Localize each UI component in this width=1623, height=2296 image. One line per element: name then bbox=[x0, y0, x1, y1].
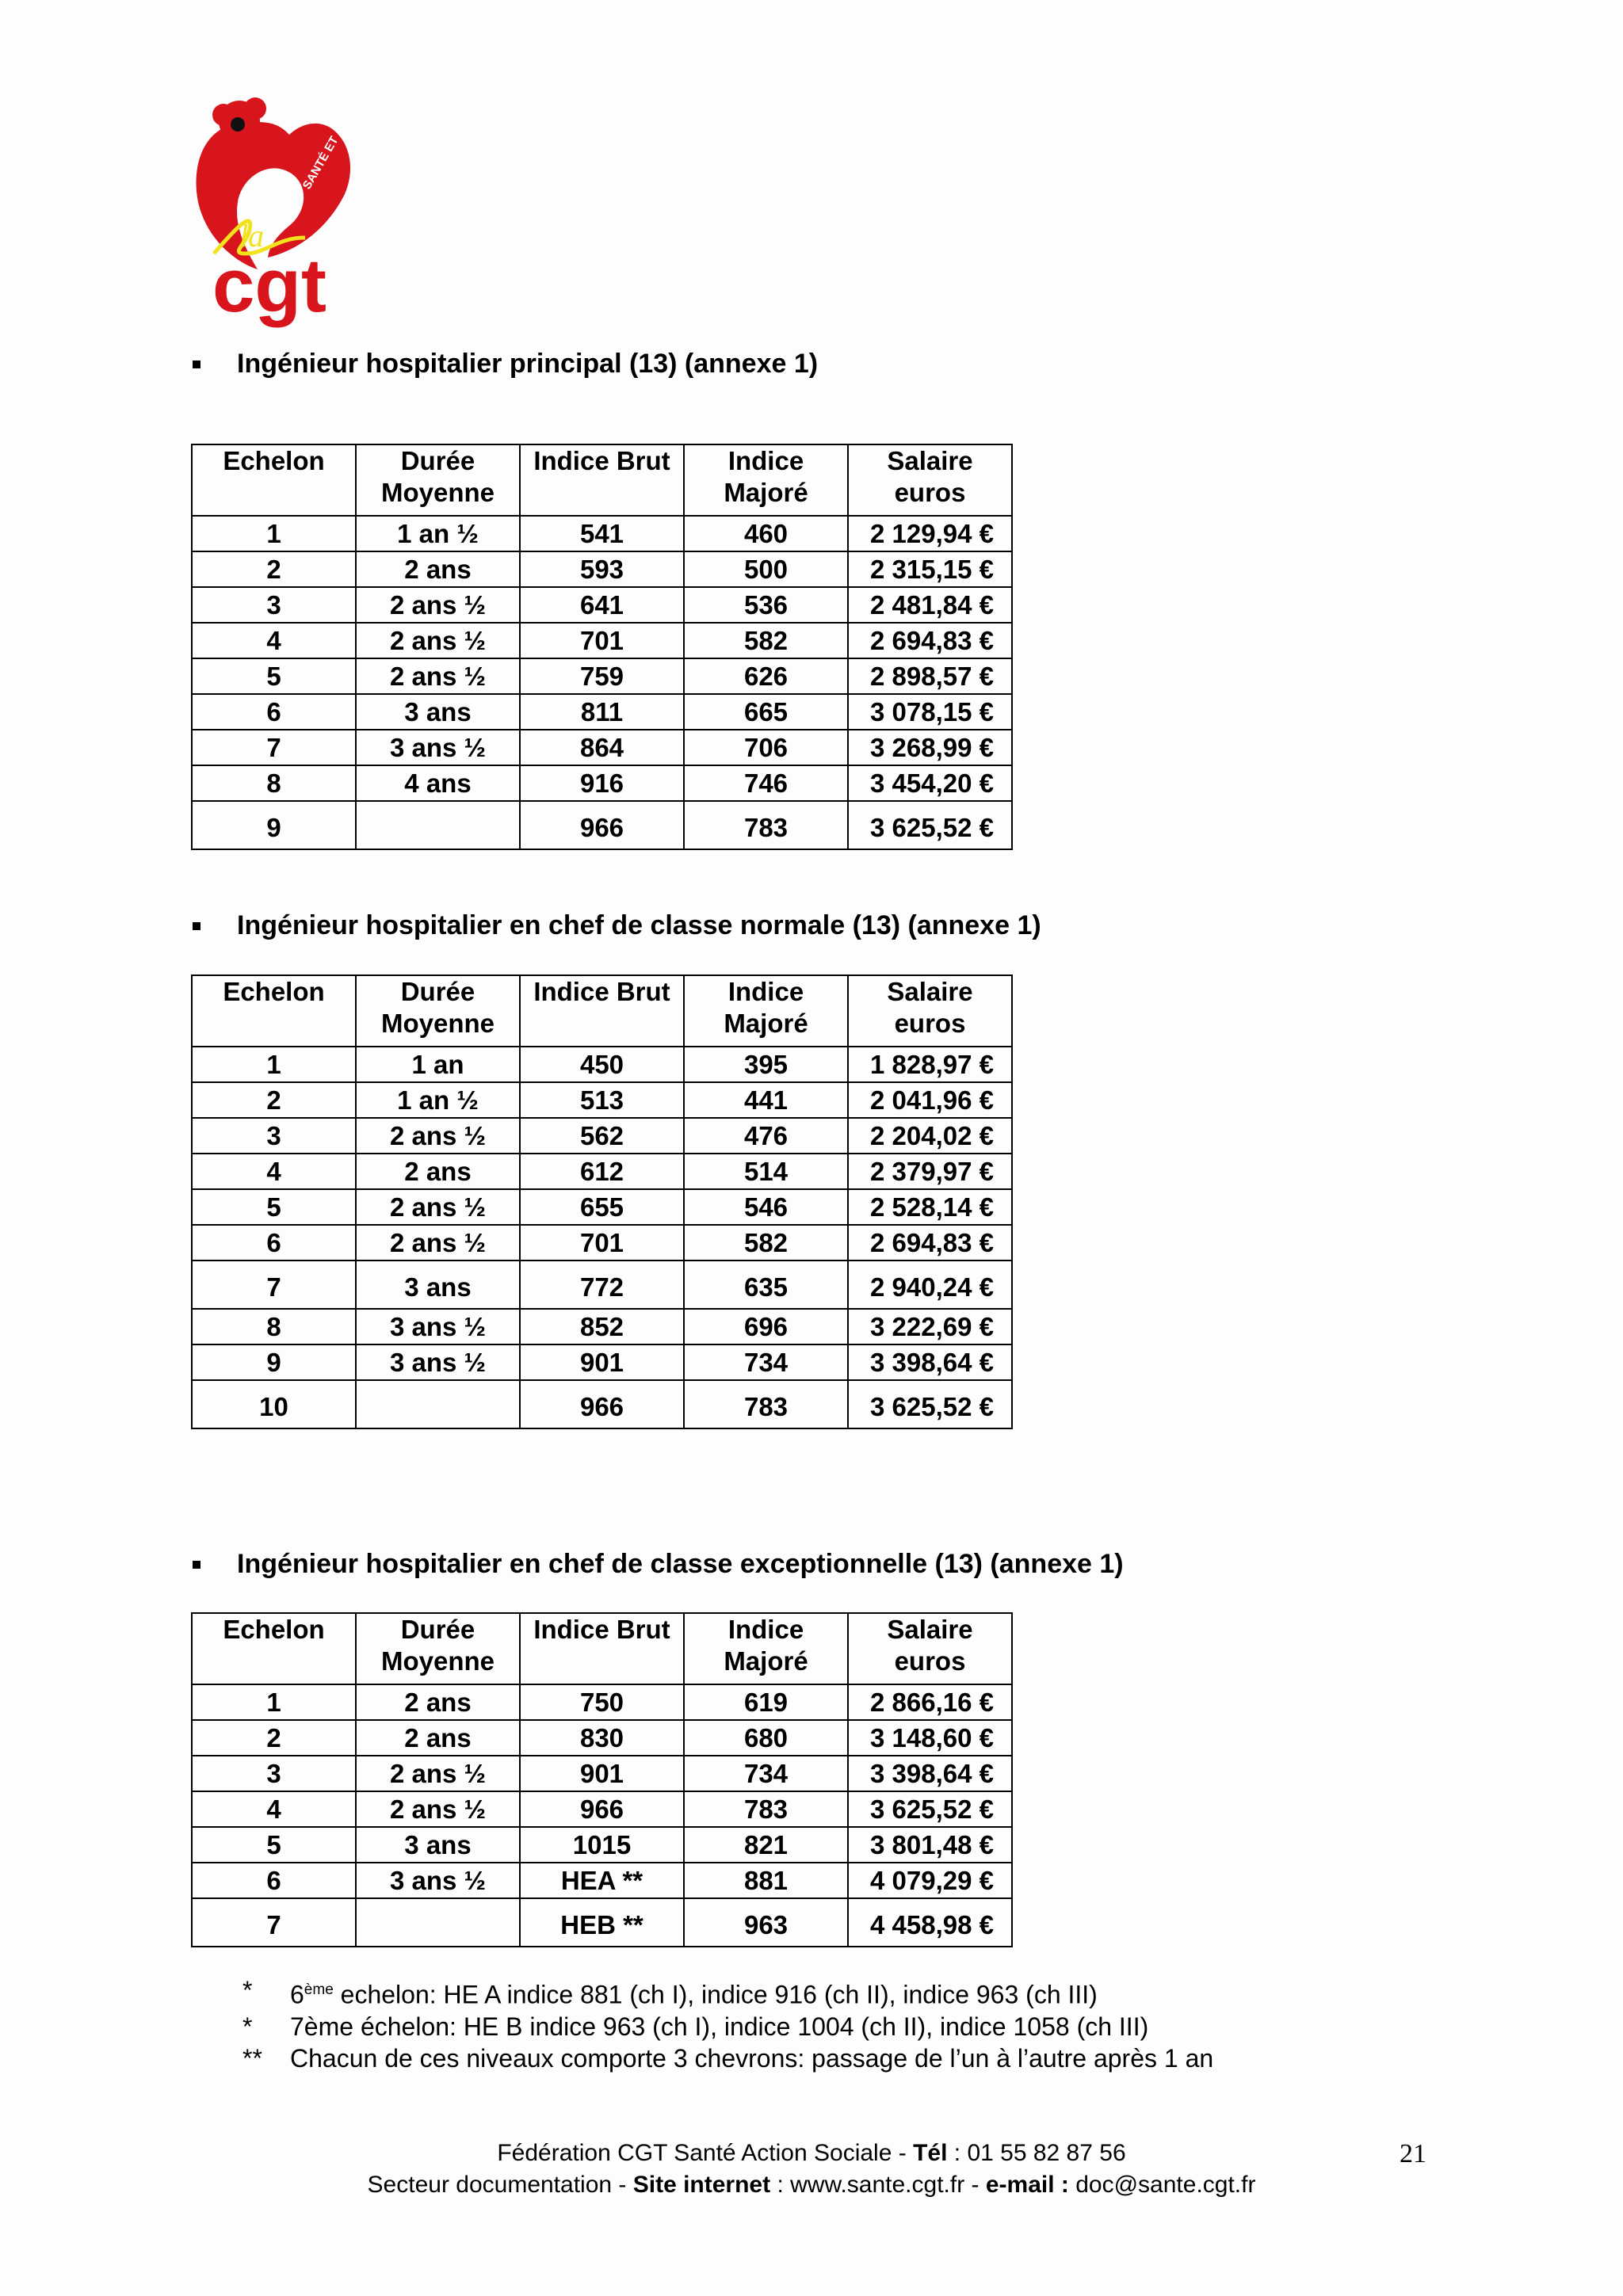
cell-salaire: 2 694,83 € bbox=[848, 1225, 1012, 1261]
cell-indice-brut: 811 bbox=[520, 694, 684, 730]
cell-duree: 2 ans ½ bbox=[356, 1756, 520, 1791]
cell-duree: 2 ans bbox=[356, 1154, 520, 1189]
cell-echelon: 1 bbox=[192, 1684, 356, 1720]
cell-salaire: 3 078,15 € bbox=[848, 694, 1012, 730]
table-row bbox=[192, 1863, 1012, 1898]
svg-text:la: la bbox=[239, 218, 265, 254]
cell-duree: 1 an ½ bbox=[356, 1082, 520, 1118]
cell-salaire: 2 315,15 € bbox=[848, 551, 1012, 587]
cell-indice-brut: 1015 bbox=[520, 1827, 684, 1863]
cell-indice-majore: 582 bbox=[684, 623, 848, 658]
table-row bbox=[192, 1047, 1012, 1082]
table-row bbox=[192, 658, 1012, 694]
cell-indice-brut: 513 bbox=[520, 1082, 684, 1118]
cell-echelon: 6 bbox=[192, 1225, 356, 1261]
cell-duree: 2 ans ½ bbox=[356, 1791, 520, 1827]
bullet-icon bbox=[193, 1561, 200, 1569]
cell-indice-majore: 460 bbox=[684, 516, 848, 551]
cell-indice-majore: 536 bbox=[684, 587, 848, 623]
cell-indice-brut: 901 bbox=[520, 1344, 684, 1380]
cell-salaire: 3 625,52 € bbox=[848, 1380, 1012, 1428]
cell-salaire: 2 866,16 € bbox=[848, 1684, 1012, 1720]
table-row bbox=[192, 1827, 1012, 1863]
cell-indice-majore: 395 bbox=[684, 1047, 848, 1082]
cell-echelon: 6 bbox=[192, 694, 356, 730]
header-indice-majore: Indice Majoré bbox=[684, 444, 848, 516]
table-header-row bbox=[192, 975, 1012, 1047]
cell-indice-majore: 696 bbox=[684, 1309, 848, 1344]
cell-indice-majore: 706 bbox=[684, 730, 848, 765]
cell-echelon: 1 bbox=[192, 516, 356, 551]
table-row bbox=[192, 801, 1012, 849]
cell-echelon: 9 bbox=[192, 801, 356, 849]
cell-indice-majore: 635 bbox=[684, 1261, 848, 1309]
cell-duree: 3 ans ½ bbox=[356, 730, 520, 765]
cell-duree: 2 ans ½ bbox=[356, 623, 520, 658]
cell-indice-majore: 514 bbox=[684, 1154, 848, 1189]
table-row bbox=[192, 765, 1012, 801]
header-echelon: Echelon bbox=[192, 444, 356, 516]
cell-echelon: 2 bbox=[192, 551, 356, 587]
table-row bbox=[192, 1380, 1012, 1428]
cell-salaire: 4 079,29 € bbox=[848, 1863, 1012, 1898]
cell-echelon: 9 bbox=[192, 1344, 356, 1380]
footnote bbox=[242, 2011, 1213, 2042]
cell-indice-brut: 772 bbox=[520, 1261, 684, 1309]
cell-indice-majore: 680 bbox=[684, 1720, 848, 1756]
cell-indice-majore: 441 bbox=[684, 1082, 848, 1118]
header-salaire: Salaire euros bbox=[848, 444, 1012, 516]
salary-table-classe-exceptionnelle bbox=[191, 1612, 1013, 1947]
cell-duree: 2 ans bbox=[356, 1684, 520, 1720]
table-row bbox=[192, 1898, 1012, 1947]
cell-salaire: 2 379,97 € bbox=[848, 1154, 1012, 1189]
cell-indice-brut: 830 bbox=[520, 1720, 684, 1756]
cell-indice-majore: 783 bbox=[684, 801, 848, 849]
cell-indice-brut: HEA ** bbox=[520, 1863, 684, 1898]
cell-duree: 3 ans ½ bbox=[356, 1309, 520, 1344]
header-indice-brut: Indice Brut bbox=[520, 975, 684, 1047]
cell-salaire: 3 398,64 € bbox=[848, 1756, 1012, 1791]
table-header-row bbox=[192, 444, 1012, 516]
cell-indice-majore: 783 bbox=[684, 1380, 848, 1428]
section-title-text: Ingénieur hospitalier en chef de classe normale (13) (annexe 1) bbox=[237, 910, 1041, 940]
footnote-text: 6ème echelon: HE A indice 881 (ch I), indice 916 (ch II), indice 963 (ch III) bbox=[290, 1980, 1098, 2009]
cell-echelon: 5 bbox=[192, 1827, 356, 1863]
table-row bbox=[192, 1225, 1012, 1261]
cell-echelon: 3 bbox=[192, 1118, 356, 1154]
table-row bbox=[192, 1261, 1012, 1309]
header-duree: Durée Moyenne bbox=[356, 444, 520, 516]
table-row bbox=[192, 623, 1012, 658]
header-echelon: Echelon bbox=[192, 1613, 356, 1684]
cell-indice-brut: 593 bbox=[520, 551, 684, 587]
cell-echelon: 8 bbox=[192, 1309, 356, 1344]
cell-indice-majore: 881 bbox=[684, 1863, 848, 1898]
salary-table-principal bbox=[191, 444, 1013, 850]
footnote-mark: ** bbox=[242, 2043, 262, 2073]
cell-indice-brut: 864 bbox=[520, 730, 684, 765]
cell-indice-majore: 783 bbox=[684, 1791, 848, 1827]
cell-salaire: 3 222,69 € bbox=[848, 1309, 1012, 1344]
cell-duree bbox=[356, 1380, 520, 1428]
cell-echelon: 1 bbox=[192, 1047, 356, 1082]
cell-indice-brut: HEB ** bbox=[520, 1898, 684, 1947]
section-title-text: Ingénieur hospitalier en chef de classe exceptionnelle (13) (annexe 1) bbox=[237, 1549, 1124, 1579]
cell-salaire: 2 129,94 € bbox=[848, 516, 1012, 551]
cell-duree bbox=[356, 801, 520, 849]
cell-duree: 4 ans bbox=[356, 765, 520, 801]
cell-salaire: 2 940,24 € bbox=[848, 1261, 1012, 1309]
header-indice-brut: Indice Brut bbox=[520, 1613, 684, 1684]
cell-duree: 3 ans bbox=[356, 694, 520, 730]
cell-indice-brut: 966 bbox=[520, 1791, 684, 1827]
table-header-row bbox=[192, 1613, 1012, 1684]
cell-duree: 2 ans ½ bbox=[356, 587, 520, 623]
cell-echelon: 4 bbox=[192, 623, 356, 658]
table-row bbox=[192, 1344, 1012, 1380]
cell-salaire: 2 204,02 € bbox=[848, 1118, 1012, 1154]
cell-indice-majore: 619 bbox=[684, 1684, 848, 1720]
cell-salaire: 1 828,97 € bbox=[848, 1047, 1012, 1082]
section-title-classe-normale bbox=[193, 910, 1041, 941]
cell-indice-brut: 612 bbox=[520, 1154, 684, 1189]
cell-salaire: 2 898,57 € bbox=[848, 658, 1012, 694]
table-row bbox=[192, 694, 1012, 730]
cell-echelon: 6 bbox=[192, 1863, 356, 1898]
table-row bbox=[192, 1756, 1012, 1791]
cell-indice-majore: 500 bbox=[684, 551, 848, 587]
footer-web-line: Secteur documentation - Site internet : www.sante.cgt.fr - e-mail : doc@sante.cgt.fr bbox=[367, 2172, 1256, 2198]
cell-echelon: 7 bbox=[192, 730, 356, 765]
cell-indice-majore: 746 bbox=[684, 765, 848, 801]
cell-echelon: 4 bbox=[192, 1154, 356, 1189]
cell-salaire: 3 268,99 € bbox=[848, 730, 1012, 765]
table-row bbox=[192, 551, 1012, 587]
table-row bbox=[192, 1720, 1012, 1756]
cell-indice-brut: 916 bbox=[520, 765, 684, 801]
section-title-text: Ingénieur hospitalier principal (13) (annexe 1) bbox=[237, 349, 819, 379]
cgt-logo bbox=[190, 43, 394, 328]
table-row bbox=[192, 1791, 1012, 1827]
header-duree: Durée Moyenne bbox=[356, 1613, 520, 1684]
svg-text:SANTÉ ET ACTION SOCIALE: SANTÉ ET ACTION SOCIALE bbox=[300, 43, 394, 193]
table-row bbox=[192, 1082, 1012, 1118]
cell-echelon: 7 bbox=[192, 1261, 356, 1309]
cell-indice-brut: 966 bbox=[520, 1380, 684, 1428]
cell-indice-brut: 450 bbox=[520, 1047, 684, 1082]
cell-echelon: 7 bbox=[192, 1898, 356, 1947]
cell-indice-majore: 582 bbox=[684, 1225, 848, 1261]
cell-echelon: 3 bbox=[192, 587, 356, 623]
cell-indice-majore: 546 bbox=[684, 1189, 848, 1225]
cell-duree: 2 ans ½ bbox=[356, 1225, 520, 1261]
header-duree: Durée Moyenne bbox=[356, 975, 520, 1047]
cell-echelon: 8 bbox=[192, 765, 356, 801]
cell-duree bbox=[356, 1898, 520, 1947]
bullet-icon bbox=[193, 922, 200, 930]
cell-indice-brut: 701 bbox=[520, 623, 684, 658]
cell-indice-majore: 734 bbox=[684, 1344, 848, 1380]
cell-indice-brut: 562 bbox=[520, 1118, 684, 1154]
cell-indice-brut: 701 bbox=[520, 1225, 684, 1261]
cell-duree: 1 an ½ bbox=[356, 516, 520, 551]
section-title-classe-exceptionnelle bbox=[193, 1549, 1124, 1580]
cell-salaire: 2 041,96 € bbox=[848, 1082, 1012, 1118]
section-title-principal bbox=[193, 349, 818, 379]
cell-echelon: 2 bbox=[192, 1082, 356, 1118]
header-salaire: Salaire euros bbox=[848, 1613, 1012, 1684]
cell-echelon: 5 bbox=[192, 1189, 356, 1225]
cell-indice-brut: 901 bbox=[520, 1756, 684, 1791]
bullet-icon bbox=[193, 360, 200, 368]
cell-salaire: 3 625,52 € bbox=[848, 801, 1012, 849]
cell-salaire: 3 148,60 € bbox=[848, 1720, 1012, 1756]
footnote bbox=[242, 1974, 1213, 2011]
cell-indice-brut: 541 bbox=[520, 516, 684, 551]
header-indice-majore: Indice Majoré bbox=[684, 975, 848, 1047]
footnote bbox=[242, 2042, 1213, 2074]
cell-indice-brut: 852 bbox=[520, 1309, 684, 1344]
cell-indice-brut: 759 bbox=[520, 658, 684, 694]
cell-echelon: 4 bbox=[192, 1791, 356, 1827]
header-indice-brut: Indice Brut bbox=[520, 444, 684, 516]
cell-echelon: 3 bbox=[192, 1756, 356, 1791]
cell-salaire: 2 528,14 € bbox=[848, 1189, 1012, 1225]
cell-echelon: 5 bbox=[192, 658, 356, 694]
table-row bbox=[192, 516, 1012, 551]
cell-duree: 3 ans bbox=[356, 1827, 520, 1863]
footnote-text: 7ème échelon: HE B indice 963 (ch I), indice 1004 (ch II), indice 1058 (ch III) bbox=[290, 2012, 1149, 2041]
cell-indice-brut: 750 bbox=[520, 1684, 684, 1720]
table-row bbox=[192, 1154, 1012, 1189]
table-row bbox=[192, 1684, 1012, 1720]
cell-duree: 3 ans ½ bbox=[356, 1863, 520, 1898]
table-row bbox=[192, 587, 1012, 623]
cell-indice-majore: 476 bbox=[684, 1118, 848, 1154]
cell-salaire: 2 694,83 € bbox=[848, 623, 1012, 658]
cell-duree: 3 ans bbox=[356, 1261, 520, 1309]
page-footer bbox=[0, 2138, 1623, 2201]
cell-duree: 2 ans bbox=[356, 551, 520, 587]
cell-duree: 2 ans ½ bbox=[356, 658, 520, 694]
cell-duree: 2 ans bbox=[356, 1720, 520, 1756]
cell-duree: 1 an bbox=[356, 1047, 520, 1082]
table-row bbox=[192, 1189, 1012, 1225]
header-salaire: Salaire euros bbox=[848, 975, 1012, 1047]
cell-duree: 2 ans ½ bbox=[356, 1189, 520, 1225]
cell-duree: 3 ans ½ bbox=[356, 1344, 520, 1380]
cell-duree: 2 ans ½ bbox=[356, 1118, 520, 1154]
cell-salaire: 2 481,84 € bbox=[848, 587, 1012, 623]
table-row bbox=[192, 1309, 1012, 1344]
cell-indice-brut: 966 bbox=[520, 801, 684, 849]
table-row bbox=[192, 730, 1012, 765]
footnote-text: Chacun de ces niveaux comporte 3 chevrons: passage de l’un à l’autre après 1 an bbox=[290, 2043, 1214, 2073]
footnote-mark: * bbox=[242, 1976, 253, 2004]
cell-indice-majore: 626 bbox=[684, 658, 848, 694]
salary-table-classe-normale bbox=[191, 974, 1013, 1429]
table-row bbox=[192, 1118, 1012, 1154]
header-echelon: Echelon bbox=[192, 975, 356, 1047]
cell-echelon: 2 bbox=[192, 1720, 356, 1756]
cell-salaire: 3 625,52 € bbox=[848, 1791, 1012, 1827]
footnotes bbox=[242, 1974, 1213, 2074]
cell-indice-majore: 963 bbox=[684, 1898, 848, 1947]
footnote-mark: * bbox=[242, 2012, 253, 2041]
svg-text:cgt: cgt bbox=[212, 243, 327, 328]
cell-salaire: 3 801,48 € bbox=[848, 1827, 1012, 1863]
cell-salaire: 3 454,20 € bbox=[848, 765, 1012, 801]
footer-contact-line: Fédération CGT Santé Action Sociale - Tél : 01 55 82 87 56 bbox=[497, 2140, 1126, 2166]
cell-indice-majore: 665 bbox=[684, 694, 848, 730]
page-number: 21 bbox=[1400, 2139, 1426, 2168]
cell-echelon: 10 bbox=[192, 1380, 356, 1428]
cell-salaire: 4 458,98 € bbox=[848, 1898, 1012, 1947]
cell-indice-brut: 641 bbox=[520, 587, 684, 623]
header-indice-majore: Indice Majoré bbox=[684, 1613, 848, 1684]
cell-indice-majore: 734 bbox=[684, 1756, 848, 1791]
cell-salaire: 3 398,64 € bbox=[848, 1344, 1012, 1380]
cell-indice-brut: 655 bbox=[520, 1189, 684, 1225]
cell-indice-majore: 821 bbox=[684, 1827, 848, 1863]
